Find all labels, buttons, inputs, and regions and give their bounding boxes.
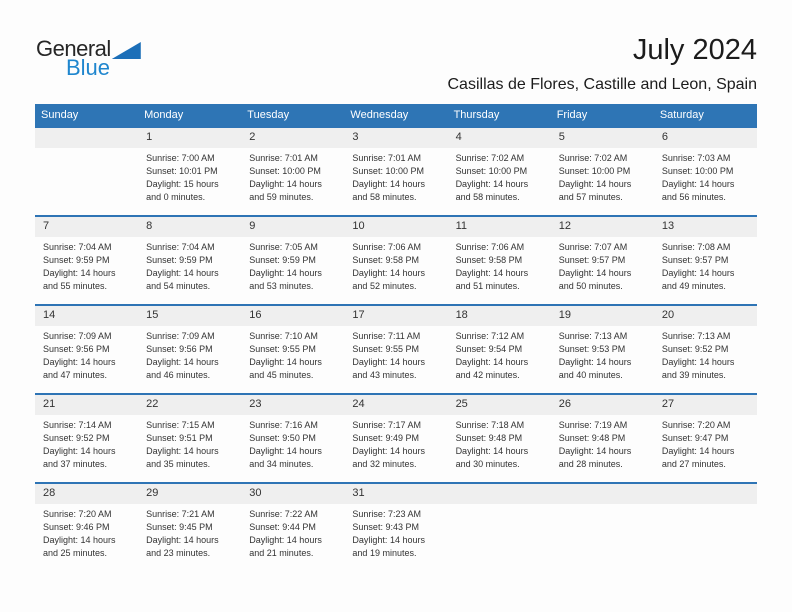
day-number-band	[35, 395, 757, 415]
detail-line: and 56 minutes.	[661, 192, 726, 202]
detail-line: Sunset: 9:58 PM	[455, 255, 523, 265]
day-number: 8	[146, 220, 153, 232]
detail-line: Daylight: 14 hours	[558, 446, 632, 456]
detail-line: Daylight: 14 hours	[455, 179, 529, 189]
day-number: 31	[352, 487, 365, 499]
day-details	[138, 504, 241, 560]
detail-line: Sunrise: 7:09 AM	[146, 331, 215, 341]
day-number: 12	[558, 220, 571, 232]
day-details	[241, 504, 344, 560]
detail-line: Sunset: 9:46 PM	[43, 522, 110, 532]
day-number: 16	[249, 309, 262, 321]
day-number: 25	[455, 398, 468, 410]
day-detail-band	[35, 415, 757, 471]
empty-day-details	[35, 148, 138, 204]
page-title: July 2024	[632, 34, 757, 66]
detail-line: Sunset: 9:55 PM	[249, 344, 316, 354]
detail-line: Daylight: 14 hours	[249, 179, 322, 189]
detail-line: Sunrise: 7:16 AM	[249, 420, 318, 430]
detail-line: Sunset: 9:48 PM	[558, 433, 626, 443]
detail-line: Daylight: 14 hours	[249, 535, 322, 545]
weekday-header-tuesday: Tuesday	[247, 109, 290, 121]
detail-line: Sunrise: 7:13 AM	[558, 331, 628, 341]
detail-line: Sunrise: 7:06 AM	[352, 242, 421, 252]
detail-line: Daylight: 15 hours	[146, 179, 219, 189]
detail-line: Sunset: 9:57 PM	[661, 255, 729, 265]
detail-line: Daylight: 14 hours	[558, 268, 632, 278]
day-number-band	[35, 484, 757, 504]
detail-line: and 25 minutes.	[43, 548, 108, 558]
detail-line: Sunrise: 7:14 AM	[43, 420, 112, 430]
detail-line: and 19 minutes.	[352, 548, 417, 558]
day-number-band	[35, 306, 757, 326]
day-detail-band	[35, 326, 757, 382]
day-number: 3	[352, 131, 359, 143]
detail-line: Sunrise: 7:05 AM	[249, 242, 318, 252]
day-details	[241, 326, 344, 382]
detail-line: Sunrise: 7:20 AM	[661, 420, 731, 430]
detail-line: Daylight: 14 hours	[352, 268, 425, 278]
detail-line: Sunset: 9:55 PM	[352, 344, 419, 354]
day-detail-band	[35, 237, 757, 293]
detail-line: Sunrise: 7:15 AM	[146, 420, 215, 430]
week-row-4	[35, 393, 757, 482]
day-details	[344, 326, 447, 382]
day-number: 26	[558, 398, 571, 410]
weekday-header-saturday: Saturday	[659, 109, 704, 121]
detail-line: Daylight: 14 hours	[146, 535, 219, 545]
detail-line: Sunrise: 7:01 AM	[352, 153, 421, 163]
day-number: 21	[43, 398, 56, 410]
day-details	[138, 237, 241, 293]
detail-line: and 45 minutes.	[249, 370, 314, 380]
day-number: 23	[249, 398, 262, 410]
day-number: 17	[352, 309, 365, 321]
detail-line: and 39 minutes.	[661, 370, 726, 380]
weekday-header-monday: Monday	[144, 109, 184, 121]
detail-line: Sunrise: 7:08 AM	[661, 242, 731, 252]
detail-line: Daylight: 14 hours	[558, 179, 632, 189]
detail-line: and 52 minutes.	[352, 281, 417, 291]
day-number: 4	[455, 131, 462, 143]
detail-line: Sunrise: 7:19 AM	[558, 420, 628, 430]
day-number: 5	[558, 131, 565, 143]
day-details	[138, 326, 241, 382]
detail-line: Sunrise: 7:20 AM	[43, 509, 112, 519]
detail-line: and 54 minutes.	[146, 281, 211, 291]
calendar-body	[35, 126, 757, 571]
day-number: 13	[661, 220, 675, 232]
day-detail-band	[35, 504, 757, 560]
detail-line: and 35 minutes.	[146, 459, 211, 469]
day-details	[551, 237, 654, 293]
weekday-header-row	[35, 104, 757, 126]
week-row-5	[35, 482, 757, 571]
detail-line: Sunset: 9:47 PM	[661, 433, 729, 443]
detail-line: and 58 minutes.	[455, 192, 520, 202]
detail-line: Sunset: 9:45 PM	[146, 522, 213, 532]
detail-line: and 50 minutes.	[558, 281, 623, 291]
detail-line: Sunset: 9:59 PM	[43, 255, 110, 265]
calendar-table	[35, 104, 757, 571]
day-details	[138, 148, 241, 204]
detail-line: and 46 minutes.	[146, 370, 211, 380]
day-number: 9	[249, 220, 256, 232]
day-details	[448, 415, 551, 471]
day-number: 10	[352, 220, 365, 232]
day-details	[344, 504, 447, 560]
empty-day-details	[654, 504, 757, 560]
detail-line: Daylight: 14 hours	[352, 446, 425, 456]
detail-line: Daylight: 14 hours	[249, 268, 322, 278]
detail-line: Sunset: 9:52 PM	[661, 344, 729, 354]
detail-line: Sunset: 9:43 PM	[352, 522, 419, 532]
detail-line: and 42 minutes.	[455, 370, 520, 380]
detail-line: Sunrise: 7:12 AM	[455, 331, 525, 341]
day-details	[241, 237, 344, 293]
detail-line: Sunrise: 7:13 AM	[661, 331, 731, 341]
empty-day-cell	[35, 128, 138, 148]
day-number: 15	[146, 309, 159, 321]
detail-line: Daylight: 14 hours	[558, 357, 632, 367]
day-detail-band	[35, 148, 757, 204]
detail-line: Daylight: 14 hours	[455, 268, 529, 278]
week-row-2	[35, 215, 757, 304]
week-row-1	[35, 126, 757, 215]
detail-line: Sunrise: 7:10 AM	[249, 331, 318, 341]
detail-line: and 53 minutes.	[249, 281, 314, 291]
detail-line: Daylight: 14 hours	[249, 446, 322, 456]
day-details	[241, 148, 344, 204]
day-details	[448, 326, 551, 382]
detail-line: Daylight: 14 hours	[661, 268, 735, 278]
empty-day-cell	[654, 484, 757, 504]
day-details	[35, 504, 138, 560]
detail-line: Sunset: 10:00 PM	[352, 166, 424, 176]
day-number: 1	[146, 131, 153, 143]
detail-line: Sunset: 9:59 PM	[249, 255, 316, 265]
detail-line: and 49 minutes.	[661, 281, 726, 291]
day-details	[551, 415, 654, 471]
detail-line: Sunset: 10:00 PM	[661, 166, 734, 176]
detail-line: Sunrise: 7:09 AM	[43, 331, 112, 341]
detail-line: and 30 minutes.	[455, 459, 520, 469]
empty-day-cell	[551, 484, 654, 504]
detail-line: Sunrise: 7:02 AM	[558, 153, 628, 163]
day-details	[551, 148, 654, 204]
weekday-header-thursday: Thursday	[453, 109, 500, 121]
day-number-band	[35, 128, 757, 148]
detail-line: Sunset: 10:01 PM	[146, 166, 218, 176]
detail-line: Sunrise: 7:22 AM	[249, 509, 318, 519]
detail-line: Daylight: 14 hours	[146, 357, 219, 367]
day-number: 2	[249, 131, 256, 143]
day-number: 27	[661, 398, 675, 410]
detail-line: Sunset: 9:49 PM	[352, 433, 419, 443]
empty-day-details	[551, 504, 654, 560]
detail-line: Daylight: 14 hours	[352, 357, 425, 367]
detail-line: Sunrise: 7:04 AM	[43, 242, 112, 252]
day-number: 14	[43, 309, 56, 321]
detail-line: and 34 minutes.	[249, 459, 314, 469]
detail-line: Daylight: 14 hours	[352, 179, 425, 189]
day-number: 18	[455, 309, 468, 321]
detail-line: Sunset: 9:59 PM	[146, 255, 213, 265]
detail-line: Sunset: 10:00 PM	[455, 166, 528, 176]
detail-line: and 47 minutes.	[43, 370, 108, 380]
detail-line: and 55 minutes.	[43, 281, 108, 291]
day-number: 11	[455, 220, 467, 232]
detail-line: Sunset: 10:00 PM	[558, 166, 631, 176]
day-number: 20	[661, 309, 675, 321]
day-number: 22	[146, 398, 159, 410]
day-details	[551, 326, 654, 382]
detail-line: Sunrise: 7:04 AM	[146, 242, 215, 252]
detail-line: and 0 minutes.	[146, 192, 206, 202]
day-details	[448, 148, 551, 204]
detail-line: and 23 minutes.	[146, 548, 211, 558]
detail-line: Sunrise: 7:07 AM	[558, 242, 628, 252]
detail-line: Sunrise: 7:03 AM	[661, 153, 731, 163]
detail-line: Sunrise: 7:23 AM	[352, 509, 421, 519]
day-number: 28	[43, 487, 56, 499]
detail-line: Sunrise: 7:18 AM	[455, 420, 525, 430]
detail-line: Daylight: 14 hours	[146, 268, 219, 278]
logo-text-general: General	[36, 36, 111, 61]
empty-day-cell	[448, 484, 551, 504]
detail-line: and 40 minutes.	[558, 370, 623, 380]
detail-line: Daylight: 14 hours	[43, 535, 116, 545]
detail-line: Daylight: 14 hours	[43, 357, 116, 367]
detail-line: Sunrise: 7:01 AM	[249, 153, 318, 163]
detail-line: and 32 minutes.	[352, 459, 417, 469]
detail-line: and 51 minutes.	[455, 281, 520, 291]
logo-text-blue: Blue	[66, 55, 111, 80]
detail-line: Sunset: 9:56 PM	[146, 344, 213, 354]
detail-line: and 37 minutes.	[43, 459, 108, 469]
day-details	[654, 237, 757, 293]
detail-line: Sunset: 9:57 PM	[558, 255, 626, 265]
day-details	[654, 148, 757, 204]
day-details	[241, 415, 344, 471]
detail-line: Daylight: 14 hours	[661, 446, 735, 456]
day-details	[138, 415, 241, 471]
weekday-header-friday: Friday	[556, 109, 588, 121]
detail-line: and 21 minutes.	[249, 548, 314, 558]
detail-line: Sunset: 9:44 PM	[249, 522, 316, 532]
day-number: 29	[146, 487, 159, 499]
day-details	[344, 415, 447, 471]
detail-line: and 28 minutes.	[558, 459, 623, 469]
detail-line: Sunset: 9:56 PM	[43, 344, 110, 354]
detail-line: and 57 minutes.	[558, 192, 623, 202]
day-details	[35, 415, 138, 471]
detail-line: Sunset: 9:51 PM	[146, 433, 213, 443]
day-details	[448, 237, 551, 293]
day-details	[35, 237, 138, 293]
general-blue-logo	[36, 38, 141, 79]
detail-line: Sunset: 9:52 PM	[43, 433, 110, 443]
day-number: 30	[249, 487, 262, 499]
detail-line: Sunset: 9:58 PM	[352, 255, 419, 265]
detail-line: Sunrise: 7:00 AM	[146, 153, 215, 163]
detail-line: and 27 minutes.	[661, 459, 726, 469]
day-details	[344, 237, 447, 293]
detail-line: and 59 minutes.	[249, 192, 314, 202]
detail-line: Daylight: 14 hours	[352, 535, 425, 545]
week-row-3	[35, 304, 757, 393]
detail-line: Sunrise: 7:02 AM	[455, 153, 525, 163]
detail-line: Sunset: 10:00 PM	[249, 166, 321, 176]
detail-line: Daylight: 14 hours	[43, 268, 116, 278]
day-number: 7	[43, 220, 50, 232]
detail-line: Daylight: 14 hours	[146, 446, 219, 456]
day-number: 19	[558, 309, 571, 321]
day-details	[654, 326, 757, 382]
detail-line: Daylight: 14 hours	[455, 446, 529, 456]
detail-line: Sunset: 9:54 PM	[455, 344, 523, 354]
day-details	[344, 148, 447, 204]
detail-line: Daylight: 14 hours	[43, 446, 116, 456]
title-block	[448, 34, 758, 94]
detail-line: Sunrise: 7:06 AM	[455, 242, 525, 252]
detail-line: Sunset: 9:53 PM	[558, 344, 626, 354]
location-subtitle: Casillas de Flores, Castille and Leon, Spain	[447, 76, 757, 94]
day-details	[654, 415, 757, 471]
detail-line: Daylight: 14 hours	[249, 357, 322, 367]
day-details	[35, 326, 138, 382]
detail-line: Daylight: 14 hours	[455, 357, 529, 367]
detail-line: Sunrise: 7:21 AM	[146, 509, 215, 519]
day-number: 6	[661, 131, 668, 143]
weekday-header-wednesday: Wednesday	[350, 109, 409, 121]
day-number-band	[35, 217, 757, 237]
detail-line: Daylight: 14 hours	[661, 357, 735, 367]
weekday-header-sunday: Sunday	[41, 109, 79, 121]
day-number: 24	[352, 398, 365, 410]
detail-line: Sunrise: 7:11 AM	[352, 331, 421, 341]
detail-line: Sunset: 9:48 PM	[455, 433, 523, 443]
detail-line: Daylight: 14 hours	[661, 179, 735, 189]
detail-line: Sunset: 9:50 PM	[249, 433, 316, 443]
empty-day-details	[448, 504, 551, 560]
detail-line: and 43 minutes.	[352, 370, 417, 380]
detail-line: Sunrise: 7:17 AM	[352, 420, 421, 430]
detail-line: and 58 minutes.	[352, 192, 417, 202]
